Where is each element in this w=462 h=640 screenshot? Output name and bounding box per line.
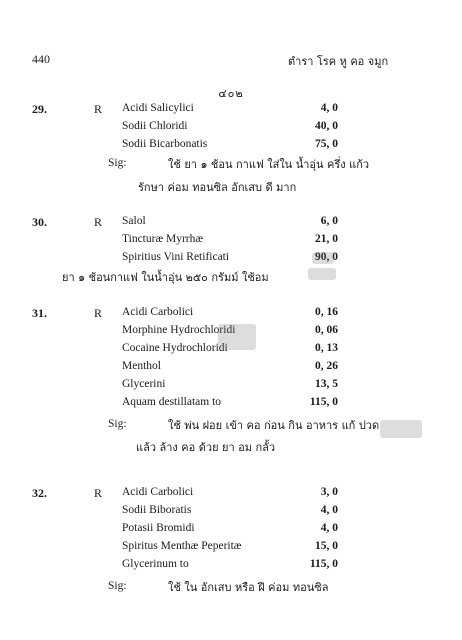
ingredient-name: Spiritius Vini Retificati — [122, 251, 230, 263]
ingredient-amount: 115, 0 — [309, 558, 338, 570]
running-title: ตำรา โรค หู คอ จมูก — [288, 55, 389, 68]
instruction-line: ใช้ ยา ๑ ช้อน กาแฟ ใส่ใน น้ำอุ่น ครึ่ง แก้ว — [168, 158, 370, 171]
ingredient-name: Salol — [122, 215, 146, 227]
ingredient-amount: 4, 0 — [320, 522, 338, 534]
ingredient-amount: 15, 0 — [315, 540, 338, 552]
instruction-line: ยา ๑ ช้อนกาแฟ ในน้ำอุ่น ๒๕๐ กรัมม์ ใช้อม — [62, 271, 269, 284]
ingredient-amount: 0, 16 — [315, 306, 338, 318]
ingredient-amount: 75, 0 — [315, 138, 338, 150]
ingredient-amount: 13, 5 — [315, 378, 338, 390]
ingredient-amount: 90, 0 — [315, 251, 338, 263]
ingredient-name: Cocaine Hydrochloridi — [122, 342, 228, 354]
ingredient-name: Sodii Chloridi — [122, 120, 188, 132]
ingredient-name: Acidi Carbolici — [122, 486, 194, 498]
ingredient-amount: 115, 0 — [309, 396, 338, 408]
recipe-symbol: R — [94, 306, 103, 320]
ingredient-amount: 3, 0 — [320, 486, 338, 498]
prescription-number: 32. — [32, 486, 47, 500]
ingredient-amount: 6, 0 — [320, 215, 338, 227]
ingredient-name: Glycerini — [122, 378, 166, 390]
sig-label: Sig: — [108, 580, 127, 592]
prescription-number: 31. — [32, 306, 47, 320]
ingredient-amount: 0, 26 — [315, 360, 338, 372]
sig-label: Sig: — [108, 418, 127, 430]
section-number: ๔๐๒ — [218, 87, 244, 100]
ingredient-amount: 40, 0 — [315, 120, 338, 132]
prescription-number: 29. — [32, 102, 47, 116]
ingredient-amount: 0, 13 — [315, 342, 338, 354]
instruction-line: ใช้ พ่น ฝอย เข้า คอ ก่อน กิน อาหาร แก้ ปวด — [168, 419, 380, 432]
prescription-number: 30. — [32, 215, 47, 229]
ingredient-amount: 4, 0 — [320, 504, 338, 516]
ingredient-name: Morphine Hydrochloridi — [122, 324, 236, 336]
ingredient-name: Sodii Biboratis — [122, 504, 192, 516]
ink-smudge — [218, 324, 256, 350]
ingredient-name: Menthol — [122, 360, 161, 372]
ingredient-name: Glycerinum to — [122, 558, 189, 570]
instruction-line: ใช้ ใน อักเสบ หรือ ฝี ค่อม ทอนซิล — [168, 581, 329, 594]
ink-smudge — [308, 268, 336, 280]
ingredient-name: Tincturæ Myrrhæ — [122, 233, 204, 245]
recipe-symbol: R — [94, 486, 103, 500]
recipe-symbol: R — [94, 102, 103, 116]
ingredient-amount: 21, 0 — [315, 233, 338, 245]
ingredient-name: Acidi Carbolici — [122, 306, 194, 318]
ink-smudge — [312, 252, 334, 264]
recipe-symbol: R — [94, 215, 103, 229]
ingredient-name: Sodii Bicarbonatis — [122, 138, 208, 150]
ingredient-name: Aquam destillatam to — [122, 396, 222, 408]
ingredient-name: Spiritus Menthæ Peperitæ — [122, 540, 242, 552]
ingredient-name: Potasii Bromidi — [122, 522, 195, 534]
page-number: 440 — [32, 52, 50, 66]
instruction-line: แล้ว ล้าง คอ ด้วย ยา อม กลั้ว — [136, 441, 276, 454]
ingredient-amount: 0, 06 — [315, 324, 338, 336]
ink-smudge — [380, 420, 422, 438]
ingredient-name: Acidi Salicylici — [122, 102, 194, 114]
ingredient-amount: 4, 0 — [320, 102, 338, 114]
sig-label: Sig: — [108, 157, 127, 169]
instruction-line: รักษา ค่อม ทอนซิล อักเสบ ดี มาก — [138, 181, 297, 194]
